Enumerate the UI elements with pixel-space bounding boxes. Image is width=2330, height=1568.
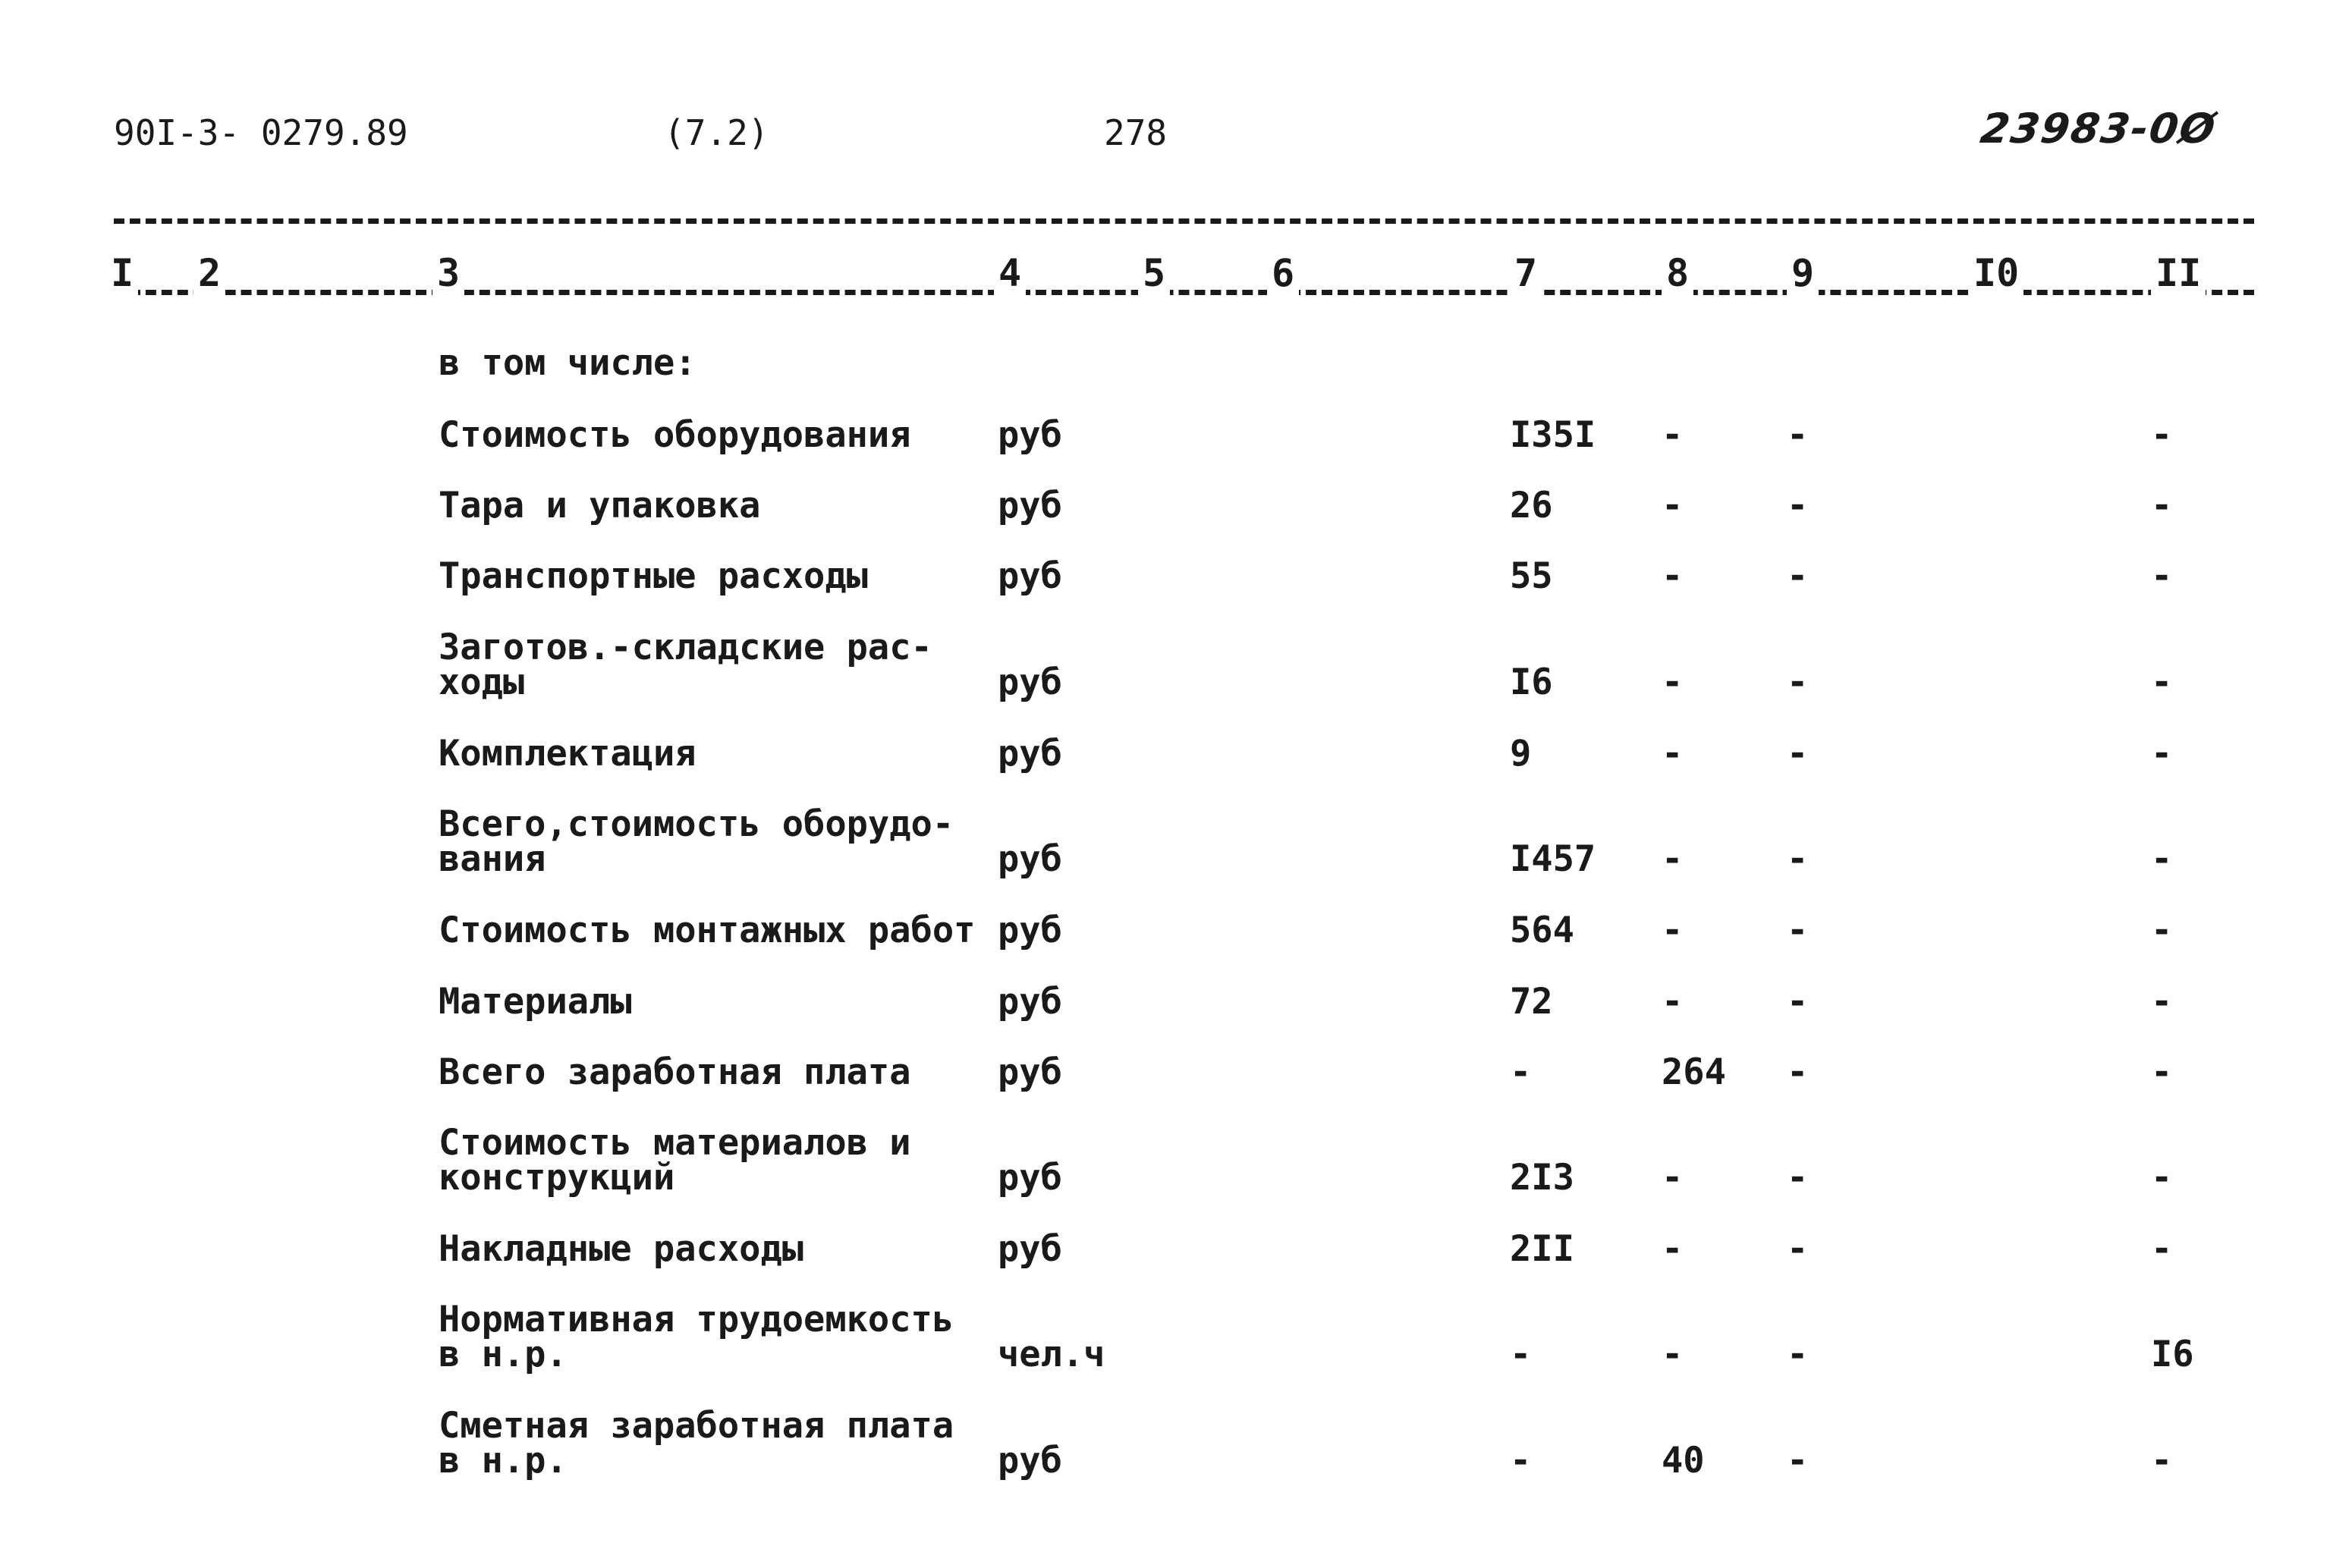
unit-cell: руб [998, 1157, 1062, 1199]
col7-value: 55 [1510, 555, 1553, 597]
col8-value: - [1662, 838, 1684, 880]
col7-value: I457 [1510, 838, 1596, 880]
row-description-cont: ходы [439, 661, 525, 703]
col9-value: - [1787, 981, 1809, 1023]
unit-cell: руб [998, 555, 1062, 597]
col11-value: - [2151, 910, 2173, 951]
unit-cell: руб [998, 733, 1062, 775]
col8-value: - [1662, 1228, 1684, 1270]
col9-value: - [1787, 661, 1809, 703]
col7-value: I6 [1510, 661, 1553, 703]
column-number: I [106, 250, 138, 296]
unit-cell: руб [998, 1051, 1062, 1093]
col11-value: - [2151, 1440, 2173, 1482]
col9-value: - [1787, 1157, 1809, 1199]
row-description: Заготов.-складские рас- [439, 627, 932, 668]
column-number: 8 [1662, 250, 1693, 296]
column-number: 7 [1510, 250, 1542, 296]
unit-cell: руб [998, 981, 1062, 1023]
col9-value: - [1787, 838, 1809, 880]
unit-cell: руб [998, 1440, 1062, 1482]
col7-value: 9 [1510, 733, 1532, 775]
col8-value: - [1662, 910, 1684, 951]
col8-value: - [1662, 485, 1684, 526]
unit-cell: руб [998, 910, 1062, 951]
document-code: 90I-3- 0279.89 [114, 112, 408, 153]
row-description: Всего,стоимость оборудо- [439, 803, 954, 845]
col11-value: - [2151, 414, 2173, 456]
col9-value: - [1787, 1051, 1809, 1093]
col11-value: - [2151, 485, 2173, 526]
col8-value: - [1662, 661, 1684, 703]
col8-value: - [1662, 733, 1684, 775]
column-number: II [2151, 250, 2206, 296]
handwritten-stamp: 23983-0Ø [1977, 105, 2220, 152]
col11-value: - [2151, 981, 2173, 1023]
row-description-cont: вания [439, 838, 546, 880]
subheading: в том числе: [439, 342, 696, 384]
col8-value: 264 [1662, 1051, 1726, 1093]
row-description-cont: в н.р. [439, 1334, 568, 1375]
row-description-cont: конструкций [439, 1157, 675, 1199]
row-description: Накладные расходы [439, 1228, 804, 1270]
col7-value: 72 [1510, 981, 1553, 1023]
unit-cell: руб [998, 838, 1062, 880]
col9-value: - [1787, 910, 1809, 951]
col7-value: 26 [1510, 485, 1553, 526]
top-dashed-rule [114, 218, 2254, 224]
col7-value: I35I [1510, 414, 1596, 456]
col11-value: - [2151, 733, 2173, 775]
page-number: 278 [1104, 112, 1168, 153]
col11-value: I6 [2151, 1334, 2194, 1375]
row-description: Всего заработная плата [439, 1051, 911, 1093]
col7-value: - [1510, 1440, 1532, 1482]
column-number: 2 [193, 250, 225, 296]
col7-value: - [1510, 1334, 1532, 1375]
col8-value: - [1662, 555, 1684, 597]
row-description: Комплектация [439, 733, 696, 775]
col11-value: - [2151, 1157, 2173, 1199]
row-description-cont: в н.р. [439, 1440, 568, 1482]
col9-value: - [1787, 1228, 1809, 1270]
col9-value: - [1787, 414, 1809, 456]
col11-value: - [2151, 1051, 2173, 1093]
column-number: 5 [1138, 250, 1170, 296]
col11-value: - [2151, 1228, 2173, 1270]
col9-value: - [1787, 1334, 1809, 1375]
row-description: Нормативная трудоемкость [439, 1299, 954, 1340]
column-number: 4 [994, 250, 1026, 296]
col9-value: - [1787, 555, 1809, 597]
col11-value: - [2151, 661, 2173, 703]
col9-value: - [1787, 485, 1809, 526]
col11-value: - [2151, 555, 2173, 597]
col11-value: - [2151, 838, 2173, 880]
col8-value: 40 [1662, 1440, 1705, 1482]
section-number: (7.2) [664, 112, 769, 153]
row-description: Стоимость оборудования [439, 414, 911, 456]
unit-cell: руб [998, 485, 1062, 526]
col7-value: 2II [1510, 1228, 1574, 1270]
unit-cell: руб [998, 414, 1062, 456]
unit-cell: руб [998, 661, 1062, 703]
unit-cell: руб [998, 1228, 1062, 1270]
column-number: 9 [1787, 250, 1819, 296]
column-number: I0 [1969, 250, 2023, 296]
col7-value: 2I3 [1510, 1157, 1574, 1199]
unit-cell: чел.ч [998, 1334, 1105, 1375]
col7-value: 564 [1510, 910, 1574, 951]
col8-value: - [1662, 414, 1684, 456]
column-number: 3 [432, 250, 464, 296]
row-description: Транспортные расходы [439, 555, 868, 597]
row-description: Тара и упаковка [439, 485, 761, 526]
col8-value: - [1662, 981, 1684, 1023]
row-description: Материалы [439, 981, 632, 1023]
row-description: Стоимость монтажных работ [439, 910, 976, 951]
col9-value: - [1787, 733, 1809, 775]
row-description: Сметная заработная плата [439, 1405, 954, 1447]
col9-value: - [1787, 1440, 1809, 1482]
col8-value: - [1662, 1157, 1684, 1199]
col7-value: - [1510, 1051, 1532, 1093]
row-description: Стоимость материалов и [439, 1122, 911, 1164]
column-number: 6 [1267, 250, 1299, 296]
col8-value: - [1662, 1334, 1684, 1375]
